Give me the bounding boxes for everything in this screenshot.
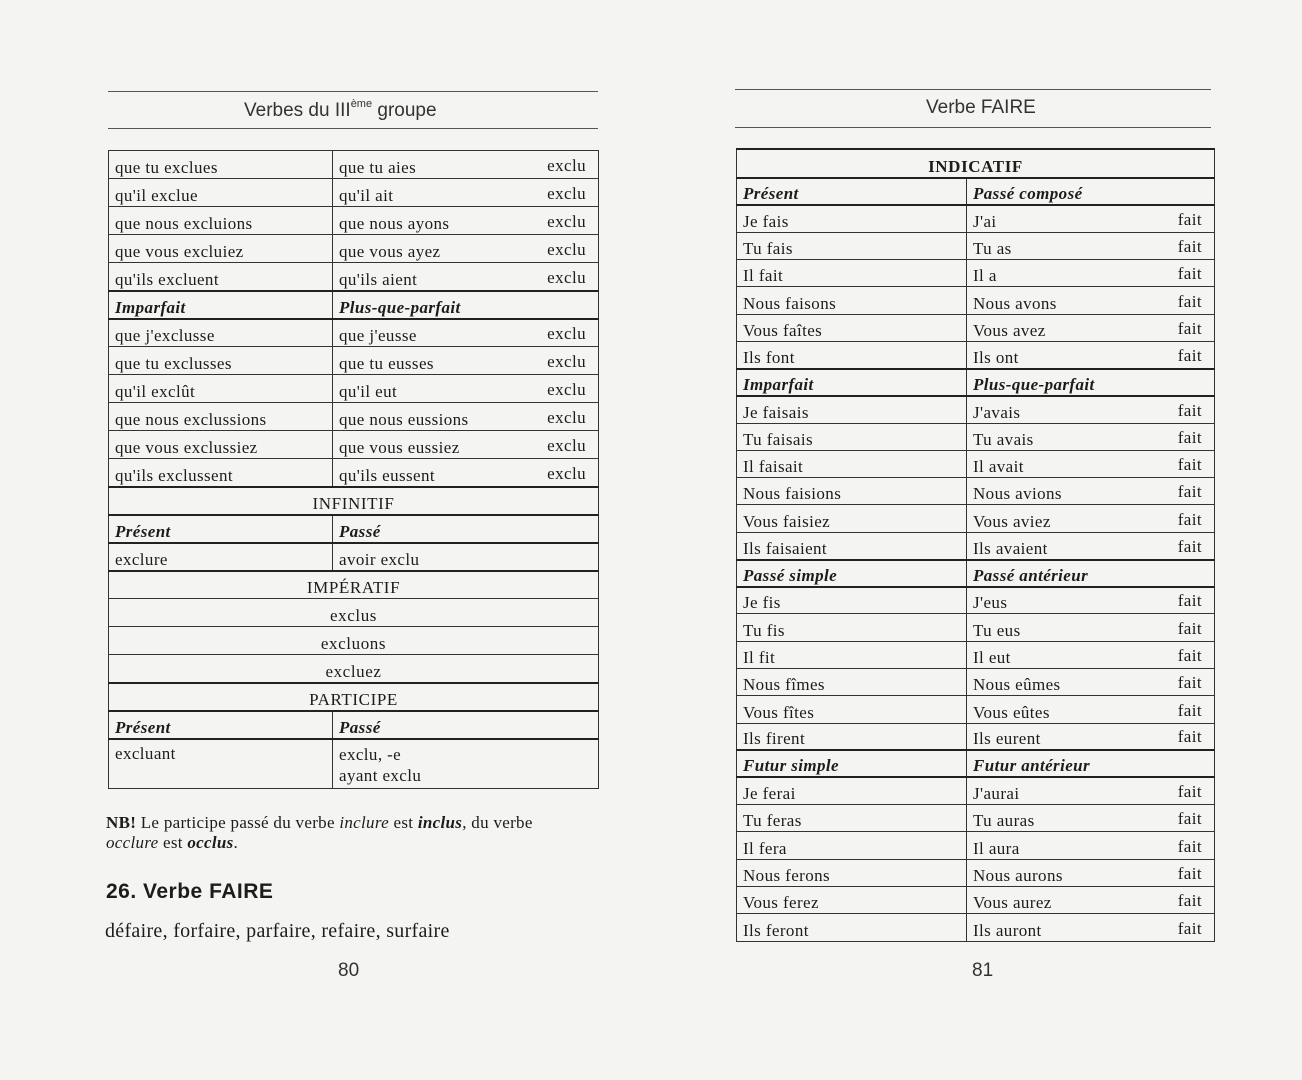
compound-form [967, 587, 1215, 614]
past-participle: fait [1177, 291, 1203, 311]
auxiliary: Ils avaient [973, 538, 1048, 558]
past-participle: exclu [547, 408, 586, 427]
conjugation-row [109, 263, 599, 291]
pqp-label: Plus-que-parfait [333, 291, 599, 319]
auxiliary: Il avait [973, 457, 1024, 477]
compound-form [333, 207, 599, 235]
auxiliary: Ils auront [973, 920, 1042, 940]
conjugation-row [737, 696, 1215, 723]
compound-form [333, 375, 599, 403]
conjugation-row [737, 805, 1215, 832]
auxiliary: Il eut [973, 647, 1011, 667]
imperatif-row: exclus [109, 599, 599, 627]
past-participle: exclu [547, 184, 586, 203]
tense-header-row [737, 560, 1215, 587]
conjugation-row [737, 614, 1215, 641]
auxiliary: qu'ils eussent [339, 465, 436, 485]
simple-form: Tu feras [737, 805, 967, 832]
conjugation-row [109, 151, 599, 179]
auxiliary: Il a [973, 266, 997, 286]
simple-form: Je fis [737, 587, 967, 614]
simple-form: Tu fis [737, 614, 967, 641]
past-participle: fait [1177, 455, 1203, 475]
compound-form [333, 179, 599, 207]
past-participle: exclu [547, 156, 586, 175]
past-participle: exclu [547, 267, 586, 287]
subjonctif-imparfait-block [109, 291, 599, 319]
auxiliary: que tu aies [339, 158, 417, 177]
conjugation-row [737, 205, 1215, 232]
compound-form [967, 723, 1215, 750]
simple-form: que nous exclussions [109, 403, 333, 431]
compound-form [333, 263, 599, 291]
tense-label: Passé simple [737, 560, 967, 587]
past-participle: fait [1177, 645, 1203, 665]
compound-form [967, 260, 1215, 287]
imperatif-title: IMPÉRATIF [109, 571, 599, 599]
conjugation-row [737, 260, 1215, 287]
compound-form [967, 423, 1215, 450]
conjugation-row [737, 668, 1215, 695]
part-passe-line-2: ayant exclu [339, 765, 422, 785]
simple-form: qu'il exclût [109, 375, 333, 403]
simple-form: Il fait [737, 260, 967, 287]
auxiliary: Ils ont [973, 347, 1019, 367]
auxiliary: Nous eûmes [973, 675, 1061, 695]
compound-form [967, 641, 1215, 668]
participe-title: PARTICIPE [109, 683, 599, 711]
compound-form [333, 459, 599, 487]
past-participle: fait [1177, 727, 1203, 747]
left-running-head [244, 98, 437, 122]
simple-form: Vous faîtes [737, 314, 967, 341]
nb-occlus: occlus [187, 833, 234, 852]
nb-text: est [388, 813, 418, 832]
past-participle: fait [1177, 673, 1203, 693]
simple-form: Vous ferez [737, 887, 967, 914]
auxiliary: Tu auras [973, 811, 1035, 831]
tense-label: Futur simple [737, 750, 967, 777]
simple-form: Tu faisais [737, 423, 967, 450]
inf-passe-value: avoir exclu [333, 543, 599, 571]
indicatif-blocks [737, 178, 1215, 941]
simple-form: que tu exclues [109, 151, 333, 179]
simple-form: Je faisais [737, 396, 967, 423]
past-participle: fait [1177, 918, 1203, 938]
compound-form [967, 914, 1215, 941]
imperatif-row: excluons [109, 627, 599, 655]
past-participle: fait [1177, 209, 1203, 229]
nb-text: . [233, 833, 239, 852]
inf-passe-label: Passé [333, 515, 599, 543]
right-header-top-rule [735, 89, 1211, 90]
right-header-bottom-rule [735, 127, 1211, 128]
auxiliary: qu'il eut [339, 382, 398, 401]
section-title: 26. Verbe FAIRE [106, 880, 274, 903]
conjugation-row [737, 314, 1215, 341]
conjugation-row [737, 914, 1215, 941]
past-participle: fait [1177, 237, 1203, 257]
tense-label: Présent [737, 178, 967, 205]
compound-tense-label: Passé antérieur [967, 560, 1215, 587]
auxiliary: que tu eusses [339, 354, 434, 373]
right-running-head: Verbe FAIRE [926, 97, 1036, 118]
simple-form: Il fera [737, 832, 967, 859]
conjugation-row [737, 587, 1215, 614]
past-participle: fait [1177, 782, 1203, 802]
conjugation-row [737, 505, 1215, 532]
past-participle: exclu [547, 324, 586, 343]
left-header-top-rule [108, 91, 598, 92]
imparfait-label: Imparfait [109, 291, 333, 319]
conjugation-row [109, 431, 599, 459]
auxiliary: que vous ayez [339, 242, 441, 261]
compound-form [967, 205, 1215, 232]
compound-form [333, 431, 599, 459]
simple-form: Nous ferons [737, 859, 967, 886]
simple-form: que vous excluiez [109, 235, 333, 263]
compound-form [967, 805, 1215, 832]
left-header-tail: groupe [372, 100, 437, 121]
conjugation-row [737, 341, 1215, 368]
nb-inclus: inclus [417, 813, 463, 832]
part-passe-value [333, 739, 599, 789]
simple-form: Je ferai [737, 777, 967, 804]
auxiliary: J'eus [973, 593, 1008, 613]
simple-form: qu'il exclue [109, 179, 333, 207]
conjugation-row [109, 459, 599, 487]
conjugation-row [109, 235, 599, 263]
compound-form [333, 319, 599, 347]
conjugation-row [737, 478, 1215, 505]
indicatif-title: INDICATIF [737, 149, 1215, 178]
nb-note [106, 813, 602, 853]
imperatif-row: excluez [109, 655, 599, 683]
conjugation-row [109, 207, 599, 235]
past-participle: exclu [547, 212, 586, 231]
auxiliary: Vous aviez [973, 511, 1051, 531]
simple-form: Ils font [737, 341, 967, 368]
auxiliary: que nous eussions [339, 410, 469, 429]
conjugation-row [737, 832, 1215, 859]
conjugation-row [737, 859, 1215, 886]
left-header-sup: ème [350, 98, 373, 110]
nb-text: , du verbe [462, 813, 533, 832]
simple-form: Vous faisiez [737, 505, 967, 532]
compound-tense-label: Plus-que-parfait [967, 369, 1215, 396]
auxiliary: Il aura [973, 838, 1020, 858]
compound-form [333, 347, 599, 375]
inf-present-label: Présent [109, 515, 333, 543]
past-participle: fait [1177, 400, 1203, 420]
nb-label: NB! [106, 813, 137, 832]
conjugation-row [737, 887, 1215, 914]
conjugation-row [109, 403, 599, 431]
derived-verbs: défaire, forfaire, parfaire, refaire, surfaire [105, 920, 450, 942]
compound-form [333, 403, 599, 431]
auxiliary: qu'ils aient [339, 269, 418, 289]
past-participle: exclu [547, 380, 586, 399]
compound-form [967, 777, 1215, 804]
past-participle: fait [1177, 318, 1203, 338]
past-participle: fait [1177, 427, 1203, 447]
compound-form [967, 668, 1215, 695]
simple-form: Tu fais [737, 232, 967, 259]
conjugation-row [737, 532, 1215, 559]
page-number-left: 80 [338, 960, 360, 981]
simple-form: Il fit [737, 641, 967, 668]
subjonctif-present-rows [109, 151, 599, 291]
simple-form: que vous exclussiez [109, 431, 333, 459]
auxiliary: Tu avais [973, 429, 1034, 449]
compound-form [967, 505, 1215, 532]
conjugation-row [737, 423, 1215, 450]
compound-form [967, 314, 1215, 341]
simple-form: Nous faisons [737, 287, 967, 314]
conjugation-row [109, 375, 599, 403]
part-passe-label: Passé [333, 711, 599, 739]
tense-label: Imparfait [737, 369, 967, 396]
compound-form [967, 478, 1215, 505]
simple-form: Nous fîmes [737, 668, 967, 695]
compound-form [967, 832, 1215, 859]
past-participle: exclu [547, 436, 586, 455]
conjugation-row [737, 641, 1215, 668]
infinitif-block [109, 487, 599, 571]
compound-form [967, 614, 1215, 641]
past-participle: fait [1177, 864, 1203, 884]
past-participle: fait [1177, 836, 1203, 856]
past-participle: fait [1177, 618, 1203, 638]
past-participle: fait [1177, 700, 1203, 720]
left-conjugation-table [108, 150, 599, 789]
compound-form [333, 235, 599, 263]
compound-form [967, 532, 1215, 559]
simple-form: que tu exclusses [109, 347, 333, 375]
auxiliary: Ils eurent [973, 729, 1041, 749]
compound-form [967, 341, 1215, 368]
past-participle: fait [1177, 591, 1203, 611]
past-participle: exclu [547, 352, 586, 371]
auxiliary: J'ai [973, 211, 997, 231]
compound-form [967, 887, 1215, 914]
nb-text: est [158, 833, 188, 852]
subjonctif-imparfait-rows [109, 319, 599, 487]
auxiliary: qu'il ait [339, 186, 394, 205]
conjugation-row [109, 319, 599, 347]
conjugation-row [737, 287, 1215, 314]
conjugation-row [737, 450, 1215, 477]
part-present-label: Présent [109, 711, 333, 739]
auxiliary: J'avais [973, 402, 1021, 422]
simple-form: qu'ils exclussent [109, 459, 333, 487]
simple-form: Vous fîtes [737, 696, 967, 723]
simple-form: que j'exclusse [109, 319, 333, 347]
auxiliary: Nous aurons [973, 866, 1063, 886]
inf-present-value: exclure [109, 543, 333, 571]
compound-form [333, 151, 599, 179]
part-present-value: excluant [109, 739, 333, 789]
conjugation-row [737, 723, 1215, 750]
past-participle: exclu [547, 463, 586, 483]
auxiliary: Tu eus [973, 620, 1021, 640]
compound-form [967, 232, 1215, 259]
part-passe-line-1: exclu, -e [339, 744, 402, 764]
conjugation-row [737, 232, 1215, 259]
auxiliary: Nous avions [973, 484, 1062, 504]
past-participle: fait [1177, 536, 1203, 556]
compound-tense-label: Passé composé [967, 178, 1215, 205]
left-header-bottom-rule [108, 128, 598, 129]
auxiliary: que nous ayons [339, 214, 450, 233]
tense-header-row [737, 750, 1215, 777]
nb-text: Le participe passé du verbe [136, 813, 340, 832]
past-participle: exclu [547, 240, 586, 259]
conjugation-row [109, 347, 599, 375]
simple-form: que nous excluions [109, 207, 333, 235]
compound-form [967, 450, 1215, 477]
simple-form: Il faisait [737, 450, 967, 477]
nb-verb-occlure: occlure [106, 833, 159, 852]
auxiliary: que j'eusse [339, 326, 417, 345]
compound-form [967, 396, 1215, 423]
auxiliary: que vous eussiez [339, 438, 460, 457]
auxiliary: Vous aurez [973, 893, 1052, 913]
past-participle: fait [1177, 809, 1203, 829]
nb-verb-inclure: inclure [339, 813, 389, 832]
infinitif-title: INFINITIF [109, 487, 599, 515]
simple-form: Ils firent [737, 723, 967, 750]
page-number-right: 81 [972, 960, 994, 981]
conjugation-row [737, 396, 1215, 423]
auxiliary: Vous eûtes [973, 702, 1050, 722]
past-participle: fait [1177, 509, 1203, 529]
simple-form: Ils faisaient [737, 532, 967, 559]
indicatif-table [736, 148, 1215, 942]
compound-form [967, 696, 1215, 723]
tense-header-row [737, 178, 1215, 205]
auxiliary: Tu as [973, 239, 1012, 259]
auxiliary: J'aurai [973, 784, 1020, 804]
past-participle: fait [1177, 891, 1203, 911]
participe-block [109, 683, 599, 789]
compound-tense-label: Futur antérieur [967, 750, 1215, 777]
compound-form [967, 859, 1215, 886]
simple-form: Je fais [737, 205, 967, 232]
simple-form: qu'ils excluent [109, 263, 333, 291]
left-header-text: Verbes du III [244, 100, 351, 121]
tense-header-row [737, 369, 1215, 396]
auxiliary: Vous avez [973, 320, 1046, 340]
past-participle: fait [1177, 264, 1203, 284]
past-participle: fait [1177, 482, 1203, 502]
auxiliary: Nous avons [973, 293, 1057, 313]
compound-form [967, 287, 1215, 314]
simple-form: Nous faisions [737, 478, 967, 505]
conjugation-row [737, 777, 1215, 804]
conjugation-row [109, 179, 599, 207]
simple-form: Ils feront [737, 914, 967, 941]
past-participle: fait [1177, 345, 1203, 365]
imperatif-block [109, 571, 599, 683]
